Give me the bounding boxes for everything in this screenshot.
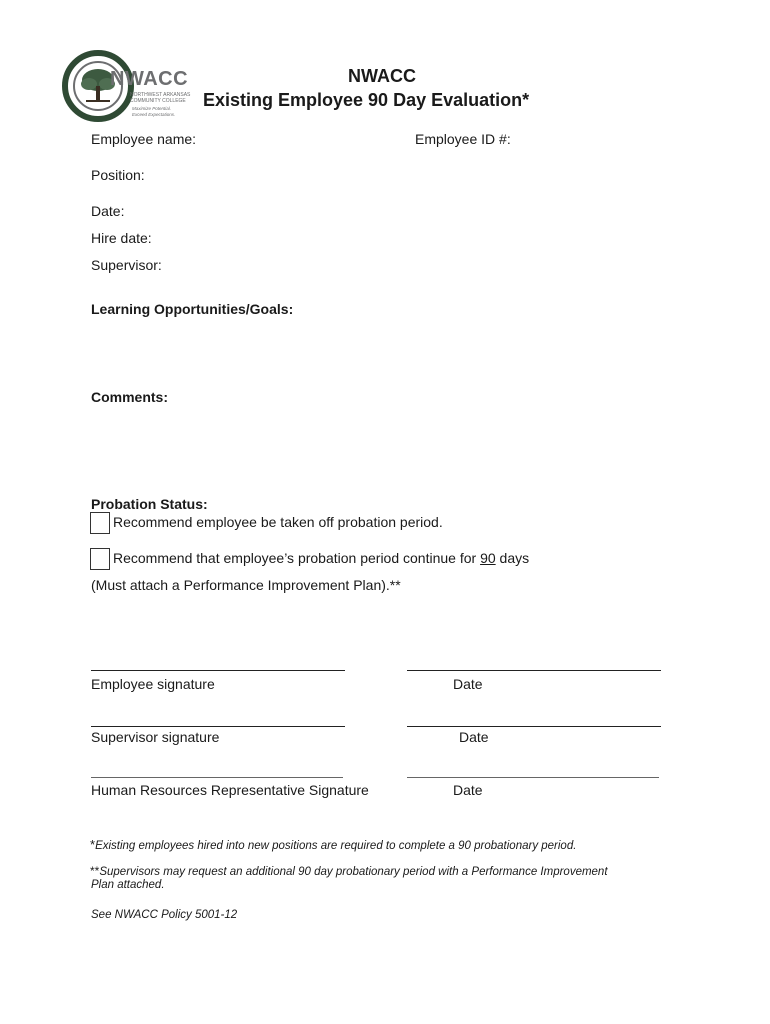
supervisor-signature-line[interactable] bbox=[91, 726, 345, 727]
hr-date-line[interactable] bbox=[407, 777, 659, 778]
option-continue-probation-label bbox=[113, 550, 529, 566]
option-off-probation-label: Recommend employee be taken off probation period. bbox=[113, 514, 443, 530]
employee-date-label: Date bbox=[453, 676, 483, 692]
employee-signature-line[interactable] bbox=[91, 670, 345, 671]
hr-date-label: Date bbox=[453, 782, 483, 798]
nwacc-logo bbox=[60, 48, 202, 124]
logo-subtitle-2: COMMUNITY COLLEGE bbox=[130, 98, 186, 104]
footnote-1-text: Existing employees hired into new positions are required to complete a 90 probationary period. bbox=[95, 840, 577, 852]
footnote-2 bbox=[90, 862, 608, 880]
supervisor-label: Supervisor: bbox=[91, 257, 162, 273]
comments-heading: Comments: bbox=[91, 389, 169, 405]
hire-date-label: Hire date: bbox=[91, 230, 152, 246]
hr-signature-line[interactable] bbox=[91, 777, 343, 778]
footnote-2-continued: Plan attached. bbox=[91, 879, 165, 891]
org-title: NWACC bbox=[348, 66, 416, 86]
employee-id-label: Employee ID #: bbox=[415, 131, 511, 147]
position-label: Position: bbox=[91, 167, 145, 183]
learning-goals-heading: Learning Opportunities/Goals: bbox=[91, 301, 294, 317]
option-continue-text: Recommend that employee’s probation period continue for bbox=[113, 550, 481, 566]
pip-note: (Must attach a Performance Improvement Plan).** bbox=[91, 577, 401, 593]
option-continue-probation-checkbox[interactable] bbox=[90, 548, 110, 570]
employee-name-label: Employee name: bbox=[91, 131, 197, 147]
logo-subtitle-1: NORTHWEST ARKANSAS bbox=[130, 92, 191, 98]
logo-tagline-2: Exceed Expectations. bbox=[132, 112, 176, 117]
supervisor-date-label: Date bbox=[459, 729, 489, 745]
footnote-2-text: Supervisors may request an additional 90 day probationary period with a Performance Improvement bbox=[99, 866, 608, 878]
policy-reference: See NWACC Policy 5001-12 bbox=[91, 909, 238, 921]
probation-status-heading: Probation Status: bbox=[91, 496, 208, 512]
employee-signature-label: Employee signature bbox=[91, 676, 215, 692]
supervisor-date-line[interactable] bbox=[407, 726, 661, 727]
footnote-1-mark: * bbox=[90, 837, 96, 852]
employee-date-line[interactable] bbox=[407, 670, 661, 671]
option-continue-days-suffix: days bbox=[495, 550, 530, 566]
page-title: Existing Employee 90 Day Evaluation* bbox=[203, 90, 530, 110]
logo-wordmark: NWACC bbox=[110, 68, 189, 90]
probation-days-value: 90 bbox=[480, 550, 496, 566]
logo-tagline-1: Maximize Potential. bbox=[132, 106, 172, 111]
footnote-1 bbox=[90, 836, 576, 854]
date-label: Date: bbox=[91, 203, 125, 219]
hr-signature-label: Human Resources Representative Signature bbox=[91, 782, 369, 798]
option-off-probation-checkbox[interactable] bbox=[90, 512, 110, 534]
supervisor-signature-label: Supervisor signature bbox=[91, 729, 220, 745]
footnote-2-mark: ** bbox=[90, 864, 100, 878]
